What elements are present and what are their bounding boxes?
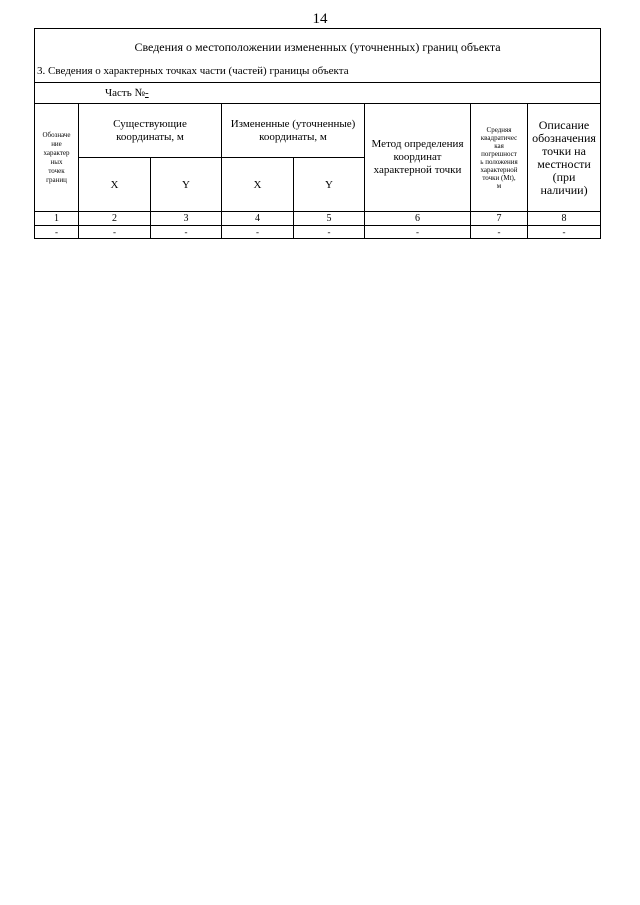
page-number: 14	[312, 11, 328, 27]
table-cell: -	[222, 226, 294, 239]
boundary-points-table	[34, 28, 601, 239]
column-number: 4	[222, 212, 294, 226]
section-heading: 3. Сведения о характерных точках части (частей) границы объекта	[35, 65, 601, 83]
table-cell: -	[151, 226, 222, 239]
column-number-row	[35, 212, 601, 226]
table-cell: -	[294, 226, 365, 239]
table-cell: -	[471, 226, 528, 239]
table-row	[35, 226, 601, 239]
column-number: 2	[79, 212, 151, 226]
table-cell: -	[365, 226, 471, 239]
header-changed-coords: Измененные (уточненные) координаты, м	[222, 104, 365, 158]
header-existing-x: X	[79, 158, 151, 212]
header-existing-y: Y	[151, 158, 222, 212]
part-label: Часть №	[105, 86, 145, 99]
column-number: 6	[365, 212, 471, 226]
header-method: Метод определения координат характерной точки	[365, 104, 471, 212]
part-cell	[35, 83, 601, 104]
column-number: 8	[528, 212, 601, 226]
column-number: 3	[151, 212, 222, 226]
table-cell: -	[35, 226, 79, 239]
table-cell: -	[528, 226, 601, 239]
part-value: -	[144, 86, 149, 99]
header-existing-coords: Существующие координаты, м	[79, 104, 222, 158]
header-changed-y: Y	[294, 158, 365, 212]
header-row-groups	[35, 104, 601, 158]
header-rms-error: Средняя квадратичес кая погрешност ь положения характерной точки (Mt), м	[471, 104, 528, 212]
title-row	[35, 29, 601, 66]
header-point-designation: Обозначе ние характер ных точек границ	[35, 104, 79, 212]
table-cell: -	[79, 226, 151, 239]
header-changed-x: X	[222, 158, 294, 212]
column-number: 7	[471, 212, 528, 226]
part-row	[35, 83, 601, 104]
header-description: Описание обозначения точки на местности (при наличии)	[528, 104, 601, 212]
table-title: Сведения о местоположении измененных (уточненных) границ объекта	[35, 29, 601, 66]
column-number: 1	[35, 212, 79, 226]
column-number: 5	[294, 212, 365, 226]
section-row	[35, 65, 601, 83]
